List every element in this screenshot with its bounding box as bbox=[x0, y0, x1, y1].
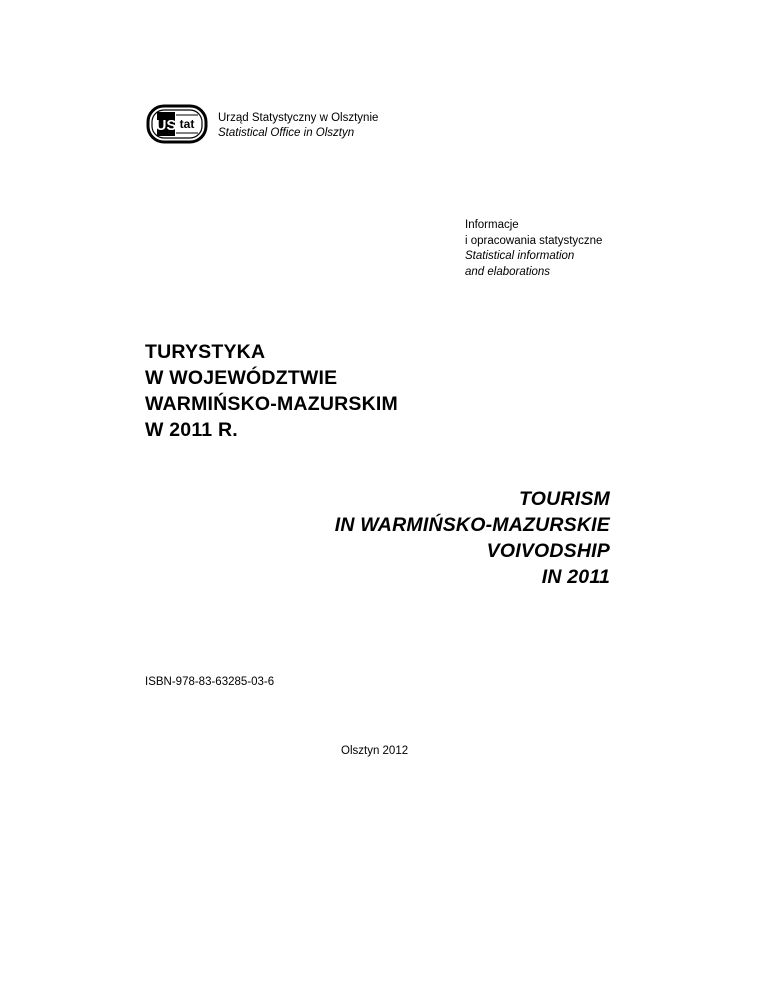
office-name-pl: Urząd Statystyczny w Olsztynie bbox=[218, 112, 379, 124]
title-polish bbox=[145, 339, 398, 443]
series-en-line1: Statistical information bbox=[465, 250, 575, 262]
place-and-year: Olsztyn 2012 bbox=[341, 745, 409, 757]
office-name-en: Statistical Office in Olsztyn bbox=[218, 127, 355, 139]
title-english bbox=[335, 486, 610, 590]
logo-text-left: US bbox=[155, 117, 177, 134]
statistical-office-logo-icon bbox=[146, 103, 208, 145]
title-pl-line4: W 2011 R. bbox=[145, 419, 238, 441]
title-en-line3: VOIVODSHIP bbox=[486, 540, 610, 562]
logo-text-right: tat bbox=[179, 117, 195, 131]
title-pl-line2: W WOJEWÓDZTWIE bbox=[145, 367, 338, 389]
office-name bbox=[218, 111, 378, 141]
title-en-line1: TOURISM bbox=[519, 488, 610, 510]
title-pl-line1: TURYSTYKA bbox=[145, 341, 266, 363]
series-en-line2: and elaborations bbox=[465, 265, 551, 278]
isbn-number: ISBN-978-83-63285-03-6 bbox=[145, 676, 275, 688]
title-pl-line3: WARMIŃSKO-MAZURSKIM bbox=[145, 393, 398, 415]
series-label bbox=[465, 218, 602, 280]
series-pl-line1: Informacje bbox=[465, 219, 519, 231]
title-en-line4: IN 2011 bbox=[541, 566, 610, 588]
office-header bbox=[146, 103, 378, 145]
title-en-line2: IN WARMIŃSKO-MAZURSKIE bbox=[334, 514, 610, 536]
series-pl-line2: i opracowania statystyczne bbox=[465, 234, 603, 247]
